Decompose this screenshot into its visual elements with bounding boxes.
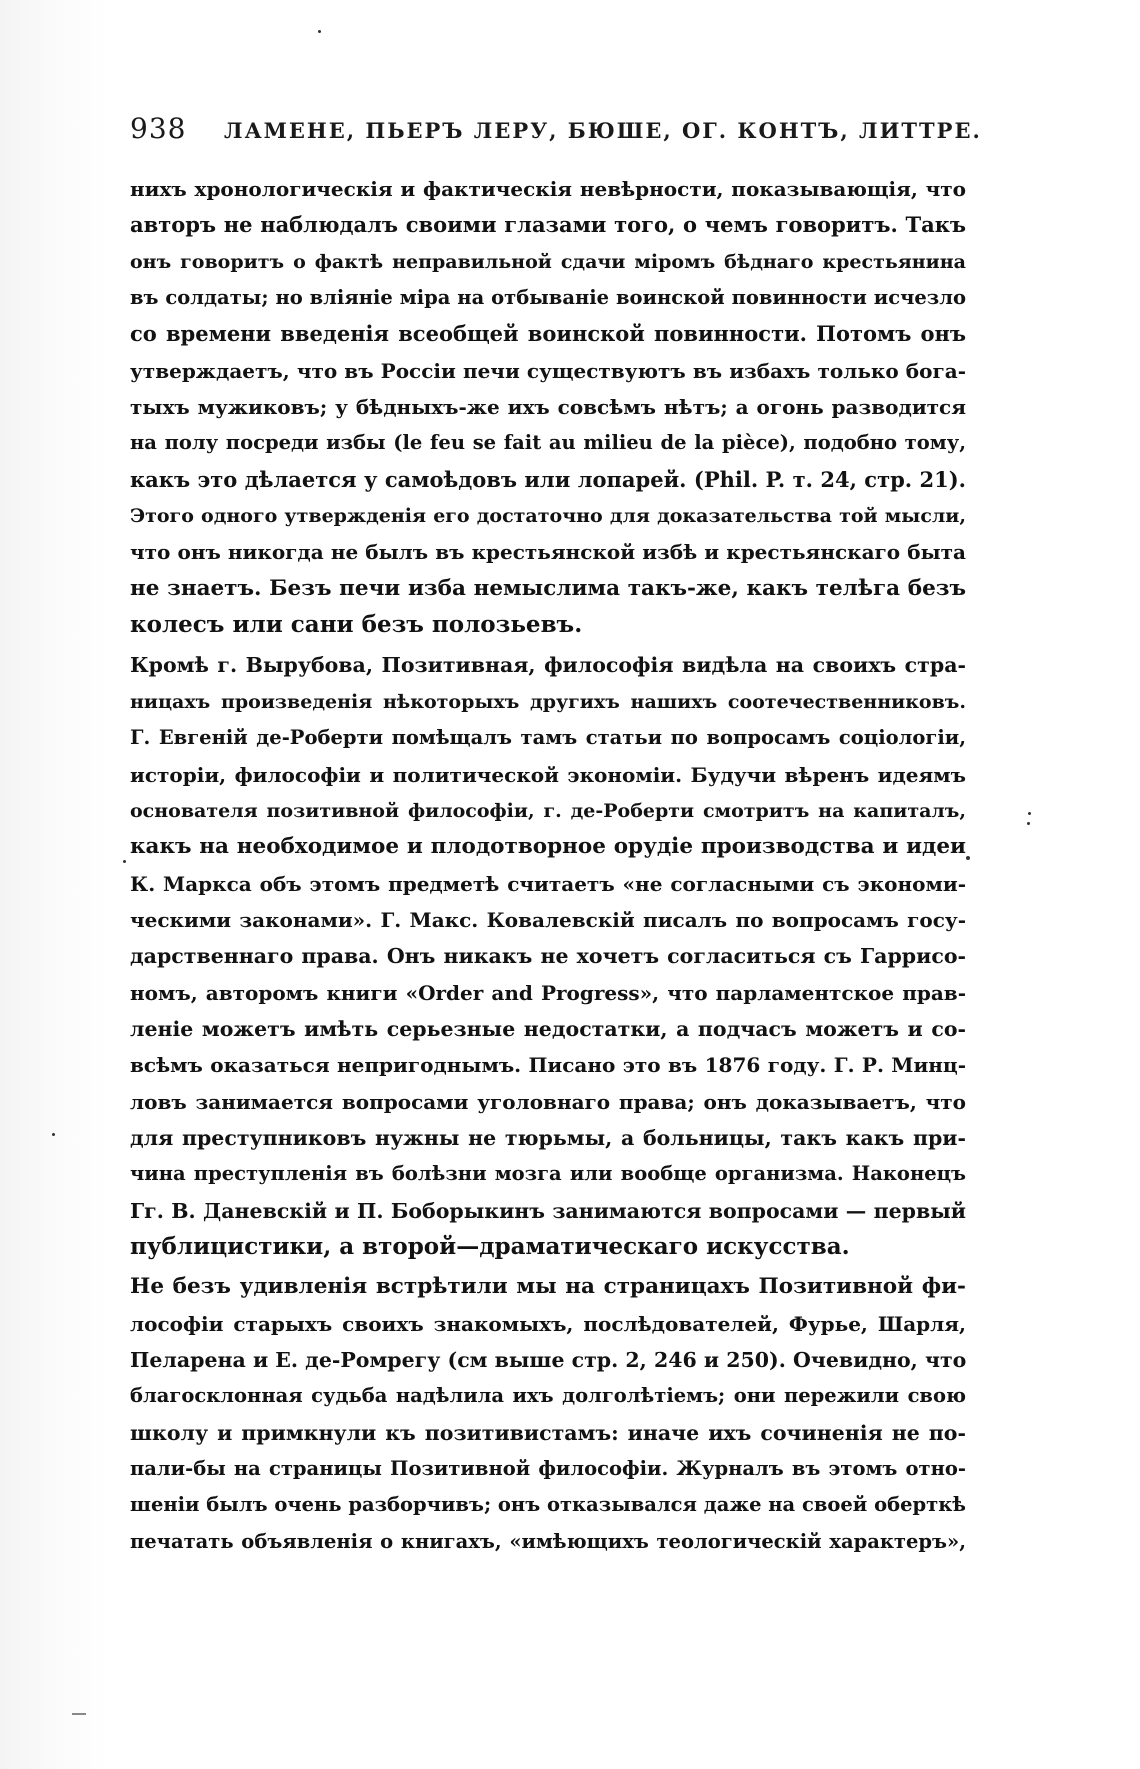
text-line: школу и примкнули къ позитивистамъ: иначе ихъ сочиненія не по- (130, 1420, 966, 1445)
print-speck (1028, 812, 1031, 815)
text-line: утверждаетъ, что въ Россіи печи существуютъ въ избахъ только бога- (130, 358, 966, 383)
text-line: Кромѣ г. Вырубова, Позитивная, философія видѣла на своихъ стра- (130, 653, 966, 678)
text-line: основателя позитивной философіи, г. де-Роберти смотритъ на капиталъ, (130, 799, 966, 822)
text-line: какъ на необходимое и плодотворное орудіе производства и идеи (130, 834, 966, 860)
margin-dash-mark (72, 1713, 86, 1715)
print-speck (52, 1133, 55, 1136)
text-line: какъ это дѣлается у самоѣдовъ или лопарей. (Phil. P. т. 24, стр. 21). (130, 466, 966, 492)
text-line: Пеларена и Е. де-Ромрегу (см выше стр. 2, 246 и 250). Очевидно, что (130, 1348, 966, 1372)
text-line: публицистики, а второй—драматическаго искусства. (130, 1232, 850, 1260)
text-line: шеніи былъ очень разборчивъ; онъ отказывался даже на своей оберткѣ (130, 1493, 966, 1517)
text-line: печатать объявленія о книгахъ, «имѣющихъ теологическій характеръ», (130, 1529, 966, 1553)
text-line: пали-бы на страницы Позитивной философіи. Журналъ въ этомъ отно- (130, 1457, 966, 1481)
running-head-title: ЛАМЕНЕ, ПЬЕРЪ ЛЕРУ, БЮШЕ, ОГ. КОНТЪ, ЛИТТРЕ. (224, 118, 982, 143)
paragraph (130, 171, 966, 643)
text-line: дарственнаго права. Онъ никакъ не хочетъ согласиться съ Гаррисо- (130, 944, 966, 969)
text-line: на полу посреди избы (le feu se fait au milieu de la pièce), подобно тому, (130, 431, 966, 455)
text-line: номъ, авторомъ книги «Order and Progress», что парламентское прав- (130, 980, 966, 1005)
print-speck (318, 30, 321, 33)
body-text (130, 171, 966, 1560)
text-line: лософіи старыхъ своихъ знакомыхъ, послѣдователей, Фурье, Шарля, (130, 1311, 966, 1336)
text-line: Г. Евгеній де-Роберти помѣщалъ тамъ статьи по вопросамъ соціологіи, (130, 726, 966, 750)
print-speck (1027, 822, 1030, 825)
print-speck (123, 860, 126, 863)
text-line: Не безъ удивленія встрѣтили мы на страницахъ Позитивной фи- (130, 1274, 966, 1300)
text-line: благосклонная судьба надѣлила ихъ долголѣтіемъ; они пережили свою (130, 1384, 966, 1408)
text-line: Гг. В. Даневскій и П. Боборыкинъ занимаются вопросами — первый (130, 1198, 966, 1223)
text-line: ловъ занимается вопросами уголовнаго права; онъ доказываетъ, что (130, 1089, 966, 1114)
text-line: для преступниковъ нужны не тюрьмы, а больницы, такъ какъ при- (130, 1125, 966, 1150)
text-line: не знаетъ. Безъ печи изба немыслима такъ-же, какъ телѣга безъ (130, 575, 966, 601)
text-line: нихъ хронологическія и фактическія невѣрности, показывающія, что (130, 177, 966, 201)
print-speck (966, 856, 970, 860)
text-line: авторъ не наблюдалъ своими глазами того, о чемъ говоритъ. Такъ (130, 212, 966, 238)
text-line: онъ говоритъ о фактѣ неправильной сдачи міромъ бѣднаго крестьянина (130, 250, 966, 273)
paragraph (130, 647, 966, 1265)
text-line: что онъ никогда не былъ въ крестьянской избѣ и крестьянскаго быта (130, 540, 966, 565)
text-line: со времени введенія всеобщей воинской повинности. Потомъ онъ (130, 321, 966, 347)
paragraph (130, 1269, 966, 1560)
page-gutter-shadow (0, 0, 110, 1769)
text-line: ческими законами». Г. Макс. Ковалевскій писалъ по вопросамъ госу- (130, 907, 966, 932)
text-line: колесъ или сани безъ полозьевъ. (130, 611, 583, 639)
text-line: тыхъ мужиковъ; у бѣдныхъ-же ихъ совсѣмъ нѣтъ; а огонь разводится (130, 395, 966, 420)
text-line: чина преступленія въ болѣзни мозга или вообще организма. Наконецъ (130, 1162, 966, 1186)
page-number: 938 (130, 112, 187, 145)
text-line: К. Маркса объ этомъ предметѣ считаетъ «не согласными съ экономи- (130, 871, 966, 896)
text-line: Этого одного утвержденія его достаточно для доказательства той мысли, (130, 505, 966, 528)
running-head (130, 112, 982, 156)
text-line: леніе можетъ имѣть серьезные недостатки, а подчасъ можетъ и со- (130, 1016, 966, 1041)
text-line: исторіи, философіи и политической экономіи. Будучи вѣренъ идеямъ (130, 762, 966, 787)
text-line: ницахъ произведенія нѣкоторыхъ другихъ нашихъ соотечественниковъ. (130, 690, 966, 713)
text-line: всѣмъ оказаться непригоднымъ. Писано это въ 1876 году. Г. Р. Минц- (130, 1053, 966, 1078)
text-line: въ солдаты; но вліяніе міра на отбываніе воинской повинности исчезло (130, 286, 966, 310)
